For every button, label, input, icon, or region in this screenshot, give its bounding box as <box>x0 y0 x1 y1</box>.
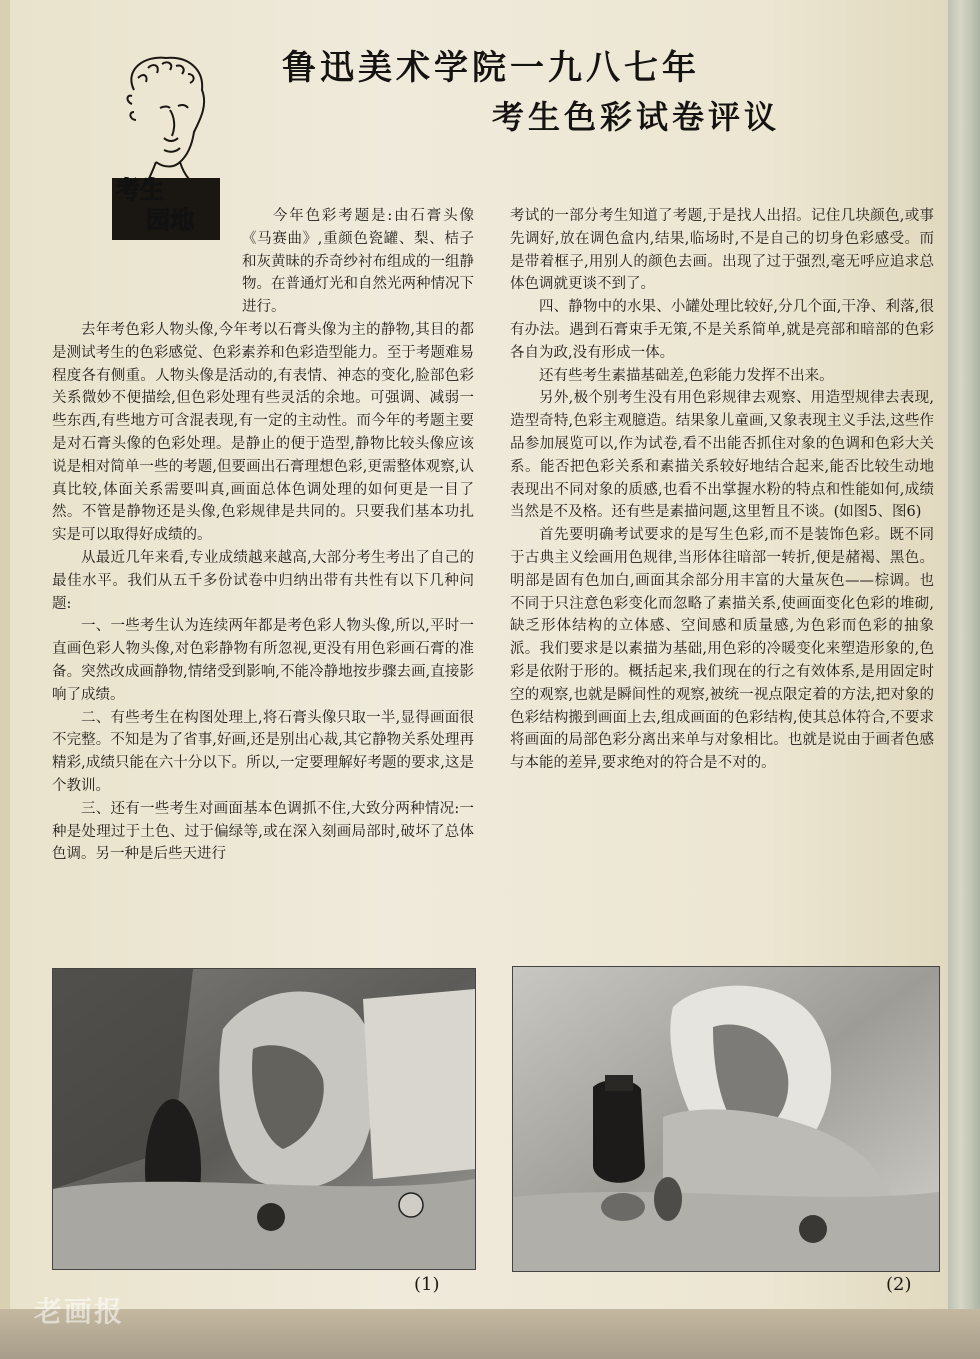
right-text-column <box>510 205 934 775</box>
adjacent-page-edge <box>948 0 980 1359</box>
section-badge-line2: 园地 <box>146 206 194 234</box>
watermark-logo: 老画报 <box>34 1295 125 1328</box>
paragraph: 四、静物中的水果、小罐处理比较好,分几个面,干净、利落,很有办法。遇到石膏束手无策,不是关系简单,就是亮部和暗部的色彩各自为政,没有形成一体。 <box>510 299 934 361</box>
still-life-painting-1 <box>52 968 476 1270</box>
paragraph: 三、还有一些考生对画面基本色调抓不住,大致分两种情况:一种是处理过于土色、过于偏绿等,或在深入刻画局部时,破坏了总体色调。另一种是后些天进行 <box>52 800 474 863</box>
paragraph: 考试的一部分考生知道了考题,于是找人出招。记住几块颜色,或事先调好,放在调色盒内,结果,临场时,不是自己的切身色彩感受。而是带着框子,用别人的颜色去画。出现了过于强烈,毫无呼应追求总体色调就更谈不到了。 <box>510 208 934 293</box>
paragraph: 一、一些考生认为连续两年都是考色彩人物头像,所以,平时一直画色彩人物头像,对色彩静物有所忽视,更没有用色彩画石膏的准备。突然改成画静物,情绪受到影响,不能冷静地按步骤去画,直接影响了成绩。 <box>52 618 474 703</box>
paragraph: 去年考色彩人物头像,今年考以石膏头像为主的静物,其目的都是测试考生的色彩感觉、色彩素养和色彩造型能力。至于考题难易程度各有侧重。人物头像是活动的,有表情、神态的变化,脸部色彩关系微妙不便描绘,但色彩处理有些灵活的余地。可强调、减弱一些东西,有些地方可含混表现,有一定的主动性。而今年的考题主要是对石膏头像的色彩处理。是静止的便于造型,静物比较头像应该说是相对简单一些的考题,但要画出石膏理想色彩,更需整体观察,认真比较,体面关系需要叫真,画面总体色调处理的如何更是一目了然。不管是静物还是头像,色彩规律是共同的。只要我们基本功扎实是可以取得好成绩的。 <box>52 321 474 544</box>
article-title-line2: 考生色彩试卷评议 <box>492 98 781 136</box>
paragraph: 另外,极个别考生没有用色彩规律去观察、用造型规律去表现,造型奇特,色彩主观臆造。结果象儿童画,又象表现主义手法,这些作品参加展览可以,作为试卷,看不出能否抓住对象的色调和色彩大关系。能否把色彩关系和素描关系较好地结合起来,能否比较生动地表现出不同对象的质感,也看不出掌握水粉的特点和性能如何,成绩当然是不及格。还有些是素描问题,这里暂且不谈。(如图5、图6) <box>510 390 934 521</box>
paragraph: 从最近几年来看,专业成绩越来越高,大部分考生考出了自己的最佳水平。我们从五千多份试卷中归纳出带有共性有以下几种问题: <box>52 549 474 612</box>
left-text-column <box>52 205 474 866</box>
paragraph: 首先要明确考试要求的是写生色彩,而不是装饰色彩。既不同于古典主义绘画用色规律,当形体往暗部一转折,便是赭褐、黑色。明部是固有色加白,画面其余部分用丰富的大量灰色——棕调。也不同于只注意色彩变化而忽略了素描关系,使画面变化色彩的堆砌,缺乏形体结构的立体感、空间感和质量感,为色彩而色彩的抽象派。我们要求是以素描为基础,用色彩的冷暖变化来塑造形象的,色彩是依附于形的。概括起来,我们现在的行之有效体系,是用固定时空的观察,也就是瞬间性的观察,被统一视点限定着的方法,把对象的色彩结构搬到画面上去,组成画面的色彩结构,使其总体符合,不要求将画面的局部色彩分离出来单与对象相比。也就是说由于画者色感与本能的差异,要求绝对的符合是不对的。 <box>510 527 934 772</box>
scan-background-bottom <box>0 1309 980 1359</box>
paragraph: 今年色彩考题是:由石膏头像《马赛曲》,重颜色瓷罐、梨、桔子和灰黄昧的乔奇纱衬布组成的一组静物。在普通灯光和自然光两种情况下进行。 <box>242 208 474 316</box>
article-title-line1: 鲁迅美术学院一九八七年 <box>282 48 700 88</box>
still-life-painting-2 <box>512 966 940 1272</box>
section-badge-line1: 考生 <box>116 176 164 204</box>
paragraph: 还有些考生素描基础差,色彩能力发挥不出来。 <box>539 367 834 384</box>
figure-1-caption: (1) <box>414 1274 440 1295</box>
figure-2-caption: (2) <box>886 1274 912 1295</box>
paragraph: 二、有些考生在构图处理上,将石膏头像只取一半,显得画面很不完整。不知是为了省事,好画,还是别出心裁,其它静物关系处理再精彩,成绩只能在六十分以下。所以,一定要理解好考题的要求,这是个教训。 <box>52 709 474 794</box>
